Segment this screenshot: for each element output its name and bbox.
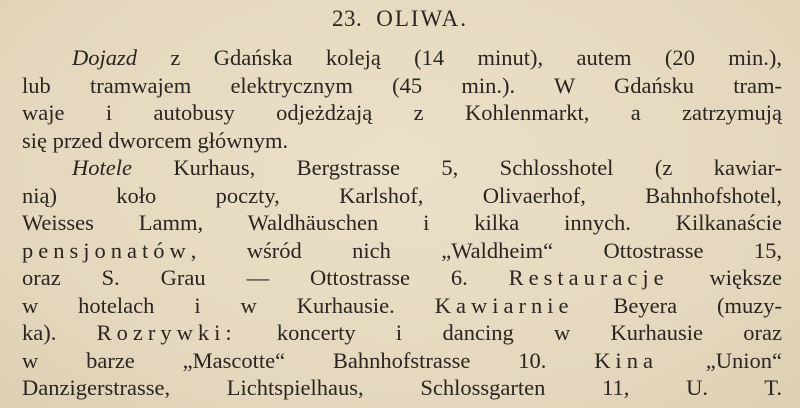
text-segment: się przed dworcem głównym. xyxy=(22,127,289,153)
text-segment: Weisses Lamm, Waldhäuschen i kilka innych. Kilkanaście xyxy=(22,210,782,235)
text-segment: „Union“ xyxy=(657,347,782,373)
section-title: OLIWA. xyxy=(376,6,469,31)
text-line xyxy=(22,127,782,155)
text-line xyxy=(22,209,782,237)
text-segment: nią) koło poczty, Karlshof, Olivaerhof, Bahnhofshotel, xyxy=(22,182,782,208)
italic-term: Hotele xyxy=(72,155,132,180)
text-line xyxy=(22,182,782,210)
text-segment: w hotelach i w Kurhausie. xyxy=(22,292,435,318)
text-segment: większe xyxy=(668,265,782,290)
body-text xyxy=(22,44,782,402)
text-segment: ka). xyxy=(22,320,97,345)
text-segment: waje i autobusy odjeżdżają z Kohlenmarkt, a zatrzymują xyxy=(22,100,782,125)
text-segment: Danzigerstrasse, Lichtspielhaus, Schlossgarten 11, U. T. xyxy=(22,375,782,400)
text-segment: Kurhaus, Bergstrasse 5, Schlosshotel (z kawiar- xyxy=(131,155,782,180)
text-segment: oraz S. Grau — Ottostrasse 6. xyxy=(22,265,509,290)
text-line xyxy=(22,347,782,375)
text-line xyxy=(22,374,782,402)
spaced-term: Kawiarnie xyxy=(434,292,574,318)
section-number: 23. xyxy=(331,6,363,31)
text-segment: z Gdańska koleją (14 minut), autem (20 min.), xyxy=(137,45,782,70)
text-line xyxy=(22,237,782,265)
paragraph xyxy=(22,44,782,154)
spaced-term: Kina xyxy=(594,347,658,373)
text-line xyxy=(22,44,782,72)
text-segment: , wśród nich „Waldheim“ Ottostrasse 15, xyxy=(190,237,782,263)
text-segment: koncerty i dancing w Kurhausie oraz xyxy=(236,320,782,345)
spaced-term: Restauracje xyxy=(508,265,669,290)
spaced-term: pensjonatów xyxy=(22,237,191,263)
section-heading xyxy=(0,6,800,32)
text-line xyxy=(22,154,782,182)
text-segment: lub tramwajem elektrycznym (45 min.). W Gdańsku tram- xyxy=(22,72,782,98)
italic-term: Dojazd xyxy=(72,45,138,70)
text-segment: Beyera (muzy- xyxy=(573,292,782,318)
paragraph xyxy=(22,154,782,402)
text-line xyxy=(22,319,782,347)
text-line xyxy=(22,292,782,320)
text-line xyxy=(22,264,782,292)
spaced-term: Rozrywki: xyxy=(96,320,237,345)
text-line xyxy=(22,99,782,127)
text-line xyxy=(22,72,782,100)
text-segment: w barze „Mascotte“ Bahnhofstrasse 10. xyxy=(22,347,595,373)
